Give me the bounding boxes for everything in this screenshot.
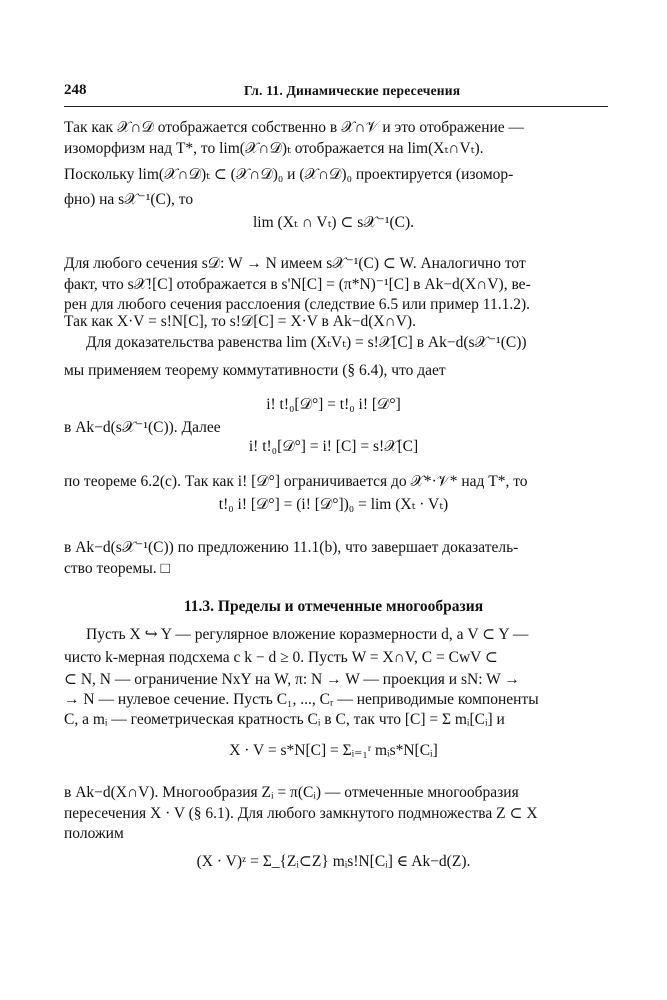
text-line: lim (Xₜ ∩ Vₜ) ⊂ s𝒳⁻¹(C). xyxy=(252,214,415,231)
text-line: в Ak−d(X∩V). Многообразия Zᵢ = π(Cᵢ) — отмеченные многообразия xyxy=(64,784,519,801)
text-line: Для доказательства равенства lim (XₜVₜ) = s!𝒳[C] в Ak−d(s𝒳⁻¹(C)) xyxy=(86,334,527,351)
text-line: Пусть X ↪ Y — регулярное вложение коразмерности d, а V ⊂ Y — xyxy=(86,626,529,643)
text-line: Так как X·V = s!N[C], то s!𝒟[C] = X·V в Ak−d(X∩V). xyxy=(64,313,416,330)
text-line: i! t!₀[𝒟°] = t!₀ i! [𝒟°] xyxy=(266,396,401,413)
text-line: X · V = s*N[C] = Σᵢ₌₁ʳ mᵢs*N[Cᵢ] xyxy=(229,742,438,759)
text-line: по теореме 6.2(c). Так как i! [𝒟°] ограничивается до 𝒳*·𝒱* над T*, то xyxy=(64,473,528,490)
running-header xyxy=(64,80,608,107)
text-line: t!₀ i! [𝒟°] = (i! [𝒟°])₀ = lim (Xₜ · Vₜ) xyxy=(218,496,449,513)
section-heading: 11.3. Пределы и отмеченные многообразия xyxy=(183,598,484,615)
text-line: C, а mᵢ — геометрическая кратность Cᵢ в C, так что [C] = Σ mᵢ[Cᵢ] и xyxy=(64,711,505,728)
text-line: рен для любого сечения расслоения (следствие 6.5 или пример 11.1.2). xyxy=(64,296,531,313)
page-number: 248 xyxy=(64,82,87,98)
text-line: → N — нулевое сечение. Пусть C₁, ..., Cᵣ — неприводимые компоненты xyxy=(64,691,539,708)
text-line: в Ak−d(s𝒳⁻¹(C)) по предложению 11.1(b), что завершает доказатель- xyxy=(64,539,519,556)
text-line: в Ak−d(s𝒳⁻¹(C)). Далее xyxy=(64,419,221,436)
text-line: фно) на s𝒳⁻¹(C), то xyxy=(64,191,194,208)
text-line: изоморфизм над T*, то lim(𝒳∩𝒟)ₜ отображается на lim(Xₜ∩Vₜ). xyxy=(64,140,484,157)
text-line: ⊂ N, N — ограничение NxY на W, π: N → W — проекция и sN: W → xyxy=(64,671,520,688)
text-line: Для любого сечения s𝒟: W → N имеем s𝒳⁻¹(C) ⊂ W. Аналогично тот xyxy=(64,255,526,272)
text-line: Так как 𝒳∩𝒟 отображается собственно в 𝒳∩𝒱 и это отображение — xyxy=(64,119,525,136)
text-line: факт, что s𝒳![C] отображается в s'N[C] = (π*N)⁻¹[C] в Ak−d(X∩V), ве- xyxy=(64,276,531,293)
text-line: чисто k-мерная подсхема с k − d ≥ 0. Пусть W = X∩V, C = CwV ⊂ xyxy=(64,649,498,666)
text-line: мы применяем теорему коммутативности (§ 6.4), что дает xyxy=(64,362,446,379)
text-line: i! t!₀[𝒟°] = i! [C] = s!𝒳[C] xyxy=(248,438,419,455)
text-line: (X · V)ᶻ = Σ_{Zᵢ⊂Z} mᵢs!N[Cᵢ] ∈ Ak−d(Z). xyxy=(196,853,471,870)
running-title: Гл. 11. Динамические пересечения xyxy=(244,83,461,98)
text-line: пересечения X · V (§ 6.1). Для любого замкнутого подмножества Z ⊂ X xyxy=(64,805,538,822)
text-line: Поскольку lim(𝒳∩𝒟)ₜ ⊂ (𝒳∩𝒟)₀ и (𝒳∩𝒟)₀ проектируется (изомор- xyxy=(64,166,514,183)
text-line: ство теоремы. □ xyxy=(64,560,170,577)
text-line: положим xyxy=(64,825,124,842)
